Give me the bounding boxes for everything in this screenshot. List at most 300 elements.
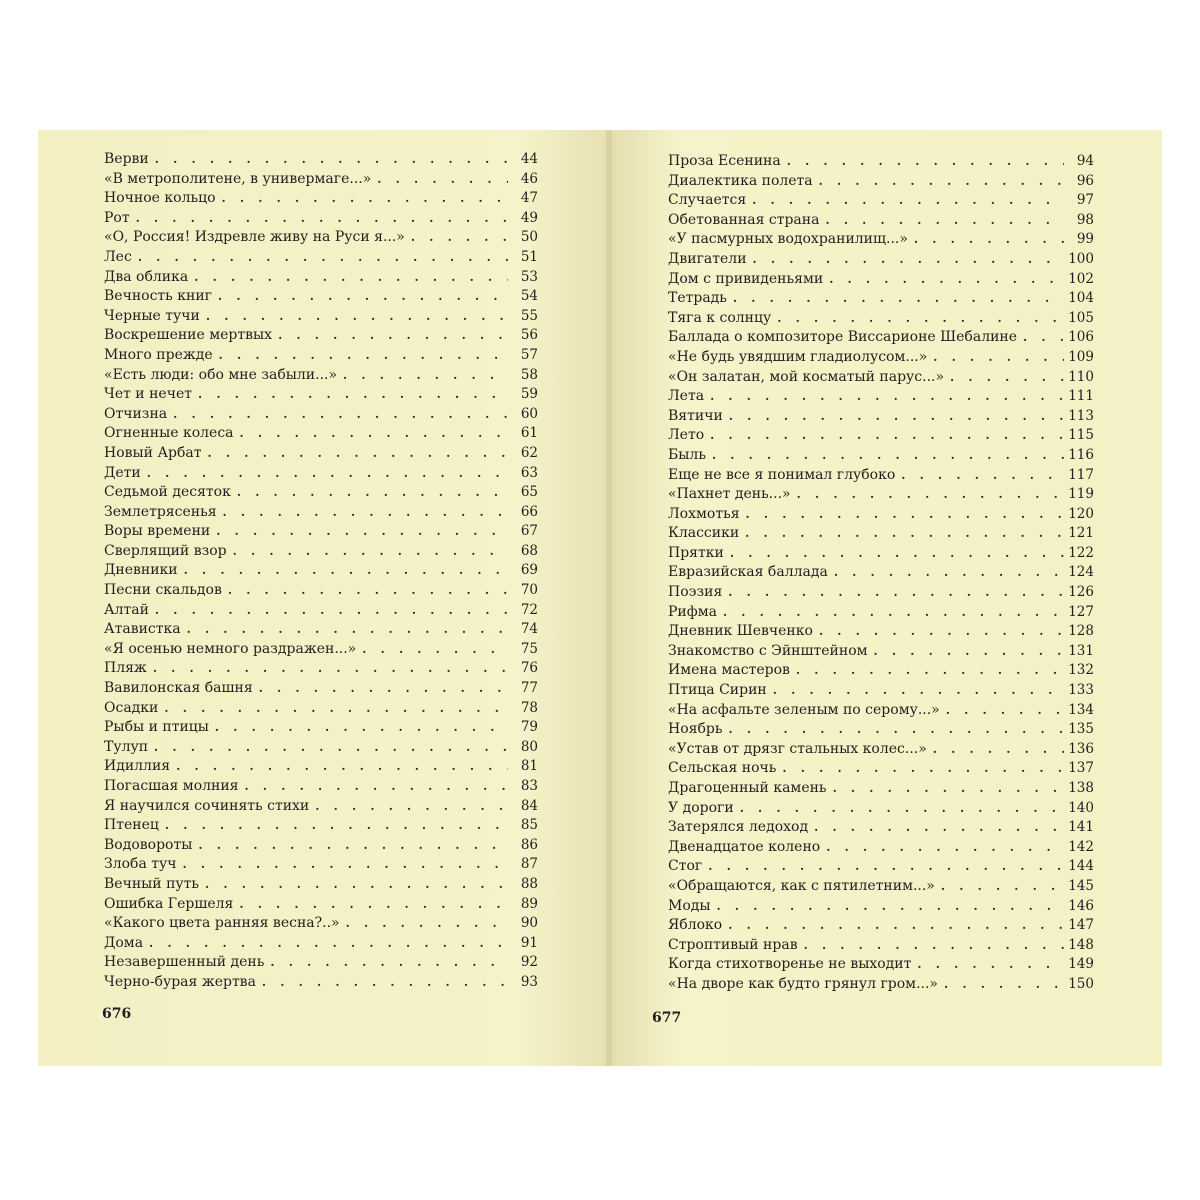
- dot-leader: [752, 191, 1064, 211]
- dot-leader: [222, 189, 508, 209]
- toc-entry: [668, 701, 1094, 721]
- toc-entry: [668, 603, 1094, 623]
- dot-leader: [917, 955, 1064, 975]
- toc-entry-page: 110: [1068, 368, 1094, 385]
- toc-entry: [104, 522, 538, 542]
- dot-leader: [777, 309, 1064, 329]
- toc-entry: [668, 387, 1094, 407]
- dot-leader: [343, 366, 508, 386]
- toc-entry-page: 94: [1076, 153, 1094, 169]
- toc-entry: [104, 718, 538, 738]
- toc-entry: [104, 738, 538, 758]
- toc-entry-title: Проза Есенина: [668, 153, 781, 169]
- toc-entry-page: 69: [520, 562, 538, 579]
- toc-entry-page: 57: [520, 346, 538, 363]
- toc-entry: [668, 446, 1094, 466]
- toc-entry-page: 47: [520, 190, 538, 207]
- dot-leader: [712, 446, 1064, 466]
- toc-entry-title: Песни скальдов: [104, 582, 222, 599]
- dot-leader: [1023, 328, 1064, 348]
- toc-entry-title: Диалектика полета: [668, 172, 813, 189]
- dot-leader: [797, 485, 1064, 505]
- toc-entry-page: 85: [520, 817, 538, 834]
- toc-entry: [668, 211, 1094, 231]
- dot-leader: [228, 581, 508, 601]
- toc-entry-title: Тулуп: [104, 738, 149, 755]
- toc-entry-page: 127: [1068, 603, 1094, 620]
- dot-leader: [946, 701, 1064, 721]
- toc-entry-title: «Я осенью немного раздражен...»: [104, 640, 357, 657]
- toc-entry-title: Тетрадь: [668, 290, 727, 307]
- dot-leader: [874, 642, 1064, 662]
- dot-leader: [233, 542, 508, 562]
- toc-entry: [668, 172, 1094, 192]
- toc-entry-page: 84: [520, 797, 538, 814]
- dot-leader: [194, 268, 508, 288]
- toc-entry-title: Пляж: [104, 660, 147, 677]
- toc-entry-title: «О, Россия! Издревле живу на Руси я...»: [104, 229, 405, 246]
- toc-entry-page: 115: [1068, 427, 1094, 444]
- toc-entry-page: 100: [1068, 250, 1094, 267]
- toc-entry: [668, 191, 1094, 211]
- toc-entry-title: Имена мастеров: [668, 662, 790, 679]
- toc-entry-title: Когда стихотворенье не выходит: [668, 956, 912, 973]
- dot-leader: [183, 855, 508, 875]
- toc-entry-title: Черные тучи: [104, 307, 200, 324]
- dot-leader: [315, 797, 508, 817]
- toc-entry-page: 145: [1068, 877, 1094, 894]
- dot-leader: [215, 718, 508, 738]
- toc-entry: [668, 877, 1094, 897]
- toc-entry: [668, 975, 1094, 995]
- toc-entry-page: 111: [1068, 388, 1094, 405]
- toc-entry: [668, 720, 1094, 740]
- toc-entry-page: 135: [1068, 721, 1094, 738]
- toc-entry: [668, 955, 1094, 975]
- toc-entry-title: Вечность книг: [104, 288, 212, 305]
- dot-leader: [787, 152, 1064, 172]
- toc-entry: [104, 542, 538, 562]
- dot-leader: [901, 466, 1064, 486]
- toc-entry-page: 97: [1076, 192, 1094, 209]
- toc-entry-page: 102: [1068, 270, 1094, 287]
- toc-entry-page: 44: [520, 151, 538, 167]
- toc-entry-page: 76: [520, 660, 538, 677]
- toc-entry-page: 83: [520, 778, 538, 794]
- toc-entry: [668, 661, 1094, 681]
- toc-entry: [104, 424, 538, 444]
- toc-entry-page: 104: [1068, 290, 1094, 307]
- dot-leader: [262, 973, 508, 993]
- toc-entry-page: 74: [520, 621, 538, 638]
- toc-entry-title: Много прежде: [104, 346, 213, 363]
- toc-entry-page: 120: [1068, 505, 1094, 522]
- toc-entry: [668, 309, 1094, 329]
- toc-entry-page: 92: [520, 954, 538, 971]
- dot-leader: [745, 524, 1064, 544]
- dot-leader: [155, 150, 508, 170]
- toc-entry-page: 88: [520, 875, 538, 892]
- toc-entry-page: 142: [1068, 838, 1094, 855]
- dot-leader: [933, 348, 1064, 368]
- toc-entry-title: Новый Арбат: [104, 444, 202, 461]
- toc-entry-page: 55: [520, 307, 538, 324]
- toc-entry: [668, 916, 1094, 936]
- dot-leader: [219, 346, 508, 366]
- toc-entry-title: Алтай: [104, 601, 149, 618]
- dot-leader: [149, 934, 508, 954]
- dot-leader: [184, 561, 508, 581]
- dot-leader: [237, 483, 508, 503]
- toc-entry: [668, 270, 1094, 290]
- dot-leader: [740, 799, 1064, 819]
- toc-entry: [104, 620, 538, 640]
- toc-entry-page: 70: [520, 582, 538, 599]
- dot-leader: [944, 975, 1064, 995]
- toc-entry-page: 105: [1068, 309, 1094, 326]
- toc-entry-title: Вечный путь: [104, 875, 200, 892]
- dot-leader: [165, 816, 508, 836]
- toc-entry-page: 66: [520, 503, 538, 520]
- dot-leader: [710, 387, 1064, 407]
- toc-entry-title: Двенадцатое колено: [668, 838, 821, 855]
- dot-leader: [782, 759, 1064, 779]
- toc-entry-page: 56: [520, 327, 538, 344]
- dot-leader: [773, 681, 1064, 701]
- toc-entry-page: 59: [520, 386, 538, 403]
- toc-entry-page: 87: [520, 856, 538, 873]
- table-of-contents-right: [668, 152, 1094, 995]
- toc-entry: [668, 485, 1094, 505]
- toc-entry-title: У дороги: [668, 799, 734, 816]
- toc-entry-title: «На асфальте зеленым по серому...»: [668, 701, 940, 718]
- dot-leader: [216, 522, 508, 542]
- dot-leader: [829, 270, 1064, 290]
- toc-entry-title: Тяга к солнцу: [668, 309, 772, 326]
- dot-leader: [950, 368, 1064, 388]
- toc-entry: [104, 346, 538, 366]
- dot-leader: [708, 857, 1064, 877]
- toc-entry: [104, 640, 538, 660]
- toc-entry-title: Сверлящий взор: [104, 542, 227, 559]
- dot-leader: [728, 720, 1064, 740]
- toc-entry-page: 134: [1068, 701, 1094, 718]
- toc-entry: [668, 466, 1094, 486]
- toc-entry-title: «На дворе как будто грянул гром...»: [668, 975, 938, 992]
- toc-entry-title: Еще не все я понимал глубоко: [668, 466, 896, 483]
- toc-entry: [104, 405, 538, 425]
- dot-leader: [814, 818, 1064, 838]
- dot-leader: [278, 326, 508, 346]
- toc-entry-page: 77: [520, 680, 538, 697]
- toc-entry: [104, 150, 538, 170]
- dot-leader: [834, 563, 1064, 583]
- toc-entry-title: Лета: [668, 388, 705, 405]
- toc-entry-title: Вятичи: [668, 407, 723, 424]
- toc-entry-title: «У пасмурных водохранилищ...»: [668, 231, 908, 248]
- toc-entry-title: «Какого цвета ранняя весна?..»: [104, 915, 340, 932]
- dot-leader: [164, 699, 508, 719]
- toc-entry-page: 53: [520, 268, 538, 285]
- toc-entry-page: 99: [1076, 231, 1094, 248]
- dot-leader: [377, 170, 508, 190]
- toc-entry-page: 72: [520, 601, 538, 618]
- toc-entry: [104, 816, 538, 836]
- dot-leader: [796, 661, 1064, 681]
- toc-entry-title: Яблоко: [668, 917, 723, 934]
- toc-entry-page: 138: [1068, 780, 1094, 796]
- dot-leader: [270, 953, 508, 973]
- toc-entry: [668, 426, 1094, 446]
- toc-entry-title: Обетованная страна: [668, 211, 820, 228]
- toc-entry-page: 60: [520, 405, 538, 422]
- dot-leader: [346, 914, 508, 934]
- toc-entry-title: Классики: [668, 525, 740, 542]
- toc-entry: [668, 407, 1094, 427]
- toc-entry-page: 62: [520, 444, 538, 461]
- toc-entry-title: Идиллия: [104, 758, 171, 775]
- page-number-right: 677: [652, 1010, 682, 1026]
- toc-entry-page: 46: [520, 170, 538, 187]
- right-page: [612, 130, 1162, 1066]
- toc-entry: [104, 699, 538, 719]
- dot-leader: [733, 289, 1064, 309]
- toc-entry-title: Птица Сирин: [668, 682, 767, 699]
- toc-entry-title: Два облика: [104, 268, 189, 285]
- toc-entry-page: 140: [1068, 799, 1094, 816]
- toc-entry-page: 122: [1068, 544, 1094, 561]
- toc-entry-title: Воры времени: [104, 523, 211, 540]
- toc-entry: [668, 642, 1094, 662]
- toc-entry: [668, 897, 1094, 917]
- dot-leader: [208, 444, 508, 464]
- toc-entry-page: 49: [520, 209, 538, 226]
- toc-entry: [104, 189, 538, 209]
- toc-entry-title: Дневники: [104, 562, 178, 579]
- toc-entry-title: Прятки: [668, 544, 724, 561]
- toc-entry-title: Седьмой десяток: [104, 484, 231, 501]
- toc-entry-title: Баллада о композиторе Виссарионе Шебалине: [668, 329, 1018, 346]
- toc-entry: [104, 757, 538, 777]
- dot-leader: [173, 405, 508, 425]
- dot-leader: [218, 287, 508, 307]
- toc-entry-page: 148: [1068, 936, 1094, 953]
- dot-leader: [819, 172, 1064, 192]
- toc-entry: [668, 759, 1094, 779]
- dot-leader: [723, 603, 1064, 623]
- dot-leader: [147, 464, 508, 484]
- toc-entry: [668, 622, 1094, 642]
- toc-entry: [104, 503, 538, 523]
- dot-leader: [933, 740, 1064, 760]
- toc-entry-page: 141: [1068, 819, 1094, 836]
- toc-entry-title: Случается: [668, 192, 747, 209]
- toc-entry: [104, 307, 538, 327]
- toc-entry-title: Черно-бурая жертва: [104, 973, 256, 990]
- toc-entry: [668, 779, 1094, 799]
- toc-entry-title: «В метрополитене, в универмаге...»: [104, 170, 372, 187]
- toc-entry-title: Знакомство с Эйнштейном: [668, 642, 868, 659]
- book-spread: [38, 130, 1162, 1066]
- toc-entry: [104, 366, 538, 386]
- dot-leader: [154, 738, 508, 758]
- dot-leader: [717, 897, 1064, 917]
- dot-leader: [239, 895, 508, 915]
- toc-entry-title: Рыбы и птицы: [104, 719, 209, 736]
- toc-entry-title: Отчизна: [104, 405, 168, 422]
- dot-leader: [187, 620, 508, 640]
- toc-entry-title: Затерялся ледоход: [668, 819, 809, 836]
- toc-entry-page: 78: [520, 699, 538, 716]
- toc-entry-title: Моды: [668, 897, 711, 914]
- toc-entry-title: Сельская ночь: [668, 760, 777, 777]
- toc-entry: [668, 289, 1094, 309]
- toc-entry: [104, 170, 538, 190]
- toc-entry-page: 79: [520, 719, 538, 736]
- toc-entry-page: 86: [520, 836, 538, 853]
- toc-entry-title: Огненные колеса: [104, 425, 234, 442]
- dot-leader: [411, 228, 508, 248]
- table-of-contents-left: [104, 150, 538, 993]
- dot-leader: [729, 407, 1064, 427]
- toc-entry-page: 68: [520, 542, 538, 559]
- toc-entry-page: 133: [1068, 682, 1094, 699]
- toc-entry-title: Осадки: [104, 699, 159, 716]
- toc-entry: [668, 583, 1094, 603]
- toc-entry-title: Двигатели: [668, 250, 747, 267]
- toc-entry: [104, 601, 538, 621]
- toc-entry-title: Быль: [668, 446, 706, 463]
- toc-entry-page: 50: [520, 229, 538, 246]
- toc-entry-title: Погасшая молния: [104, 778, 239, 794]
- dot-leader: [804, 936, 1064, 956]
- toc-entry-page: 89: [520, 895, 538, 912]
- toc-entry-page: 136: [1068, 740, 1094, 757]
- left-page: [38, 130, 608, 1066]
- toc-entry-page: 132: [1068, 662, 1094, 679]
- toc-entry-title: Дневник Шевченко: [668, 623, 813, 640]
- toc-entry-page: 54: [520, 288, 538, 305]
- toc-entry: [668, 328, 1094, 348]
- toc-entry: [668, 348, 1094, 368]
- toc-entry: [104, 953, 538, 973]
- toc-entry-title: Верви: [104, 151, 149, 167]
- toc-entry: [104, 268, 538, 288]
- dot-leader: [155, 601, 508, 621]
- toc-entry-page: 63: [520, 464, 538, 481]
- toc-entry-page: 61: [520, 425, 538, 442]
- toc-entry-title: Рот: [104, 209, 130, 226]
- toc-entry: [104, 464, 538, 484]
- toc-entry-page: 121: [1068, 525, 1094, 542]
- toc-entry-title: Лето: [668, 427, 705, 444]
- toc-entry-title: Водовороты: [104, 836, 193, 853]
- toc-entry-page: 146: [1068, 897, 1094, 914]
- toc-entry-page: 137: [1068, 760, 1094, 777]
- toc-entry-title: Лохмотья: [668, 505, 740, 522]
- dot-leader: [136, 209, 508, 229]
- dot-leader: [198, 836, 508, 856]
- dot-leader: [153, 659, 508, 679]
- toc-entry: [104, 659, 538, 679]
- dot-leader: [941, 877, 1064, 897]
- toc-entry-title: Стог: [668, 858, 703, 875]
- toc-entry-page: 58: [520, 366, 538, 383]
- toc-entry: [668, 368, 1094, 388]
- toc-entry: [104, 973, 538, 993]
- toc-entry: [668, 681, 1094, 701]
- toc-entry-page: 131: [1068, 642, 1094, 659]
- dot-leader: [819, 622, 1064, 642]
- toc-entry-page: 119: [1068, 486, 1094, 503]
- toc-entry: [668, 544, 1094, 564]
- toc-entry-title: «Он залатан, мой косматый парус...»: [668, 368, 945, 385]
- toc-entry: [104, 836, 538, 856]
- dot-leader: [240, 424, 508, 444]
- dot-leader: [259, 679, 508, 699]
- toc-entry: [668, 857, 1094, 877]
- toc-entry-title: «Обращаются, как с пятилетним...»: [668, 877, 935, 894]
- toc-entry: [668, 799, 1094, 819]
- toc-entry-page: 150: [1068, 975, 1094, 992]
- toc-entry: [104, 679, 538, 699]
- toc-entry-page: 106: [1068, 329, 1094, 346]
- dot-leader: [223, 503, 508, 523]
- toc-entry: [104, 855, 538, 875]
- dot-leader: [198, 385, 508, 405]
- toc-entry-title: Дом с привиденьями: [668, 270, 824, 287]
- toc-entry: [668, 818, 1094, 838]
- toc-entry-page: 126: [1068, 584, 1094, 601]
- toc-entry: [104, 326, 538, 346]
- toc-entry: [668, 740, 1094, 760]
- dot-leader: [833, 779, 1064, 799]
- dot-leader: [206, 307, 508, 327]
- toc-entry-title: «Не будь увядшим гладиолусом...»: [668, 348, 928, 365]
- toc-entry-page: 51: [520, 248, 538, 265]
- toc-entry-title: Ноябрь: [668, 721, 723, 738]
- toc-entry: [668, 563, 1094, 583]
- dot-leader: [176, 757, 508, 777]
- toc-entry: [668, 152, 1094, 172]
- toc-entry-page: 96: [1076, 172, 1094, 189]
- toc-entry-page: 128: [1068, 623, 1094, 640]
- dot-leader: [138, 248, 508, 268]
- toc-entry-title: «Есть люди: обо мне забыли...»: [104, 366, 338, 383]
- toc-entry-title: Землетрясенья: [104, 503, 217, 520]
- toc-entry: [668, 250, 1094, 270]
- toc-entry-title: «Пахнет день...»: [668, 486, 791, 503]
- toc-entry-page: 65: [520, 484, 538, 501]
- dot-leader: [730, 544, 1064, 564]
- toc-entry-title: Атавистка: [104, 621, 181, 638]
- toc-entry-page: 67: [520, 523, 538, 540]
- toc-entry: [104, 914, 538, 934]
- toc-entry-title: Дома: [104, 934, 144, 951]
- dot-leader: [728, 583, 1064, 603]
- toc-entry-page: 109: [1068, 348, 1094, 365]
- toc-entry: [104, 934, 538, 954]
- toc-entry-title: Я научился сочинять стихи: [104, 797, 310, 814]
- dot-leader: [728, 916, 1064, 936]
- toc-entry: [104, 777, 538, 797]
- toc-entry: [668, 936, 1094, 956]
- dot-leader: [746, 505, 1064, 525]
- toc-entry-page: 116: [1068, 446, 1094, 463]
- toc-entry: [104, 797, 538, 817]
- toc-entry-title: Вавилонская башня: [104, 680, 253, 697]
- dot-leader: [245, 777, 508, 797]
